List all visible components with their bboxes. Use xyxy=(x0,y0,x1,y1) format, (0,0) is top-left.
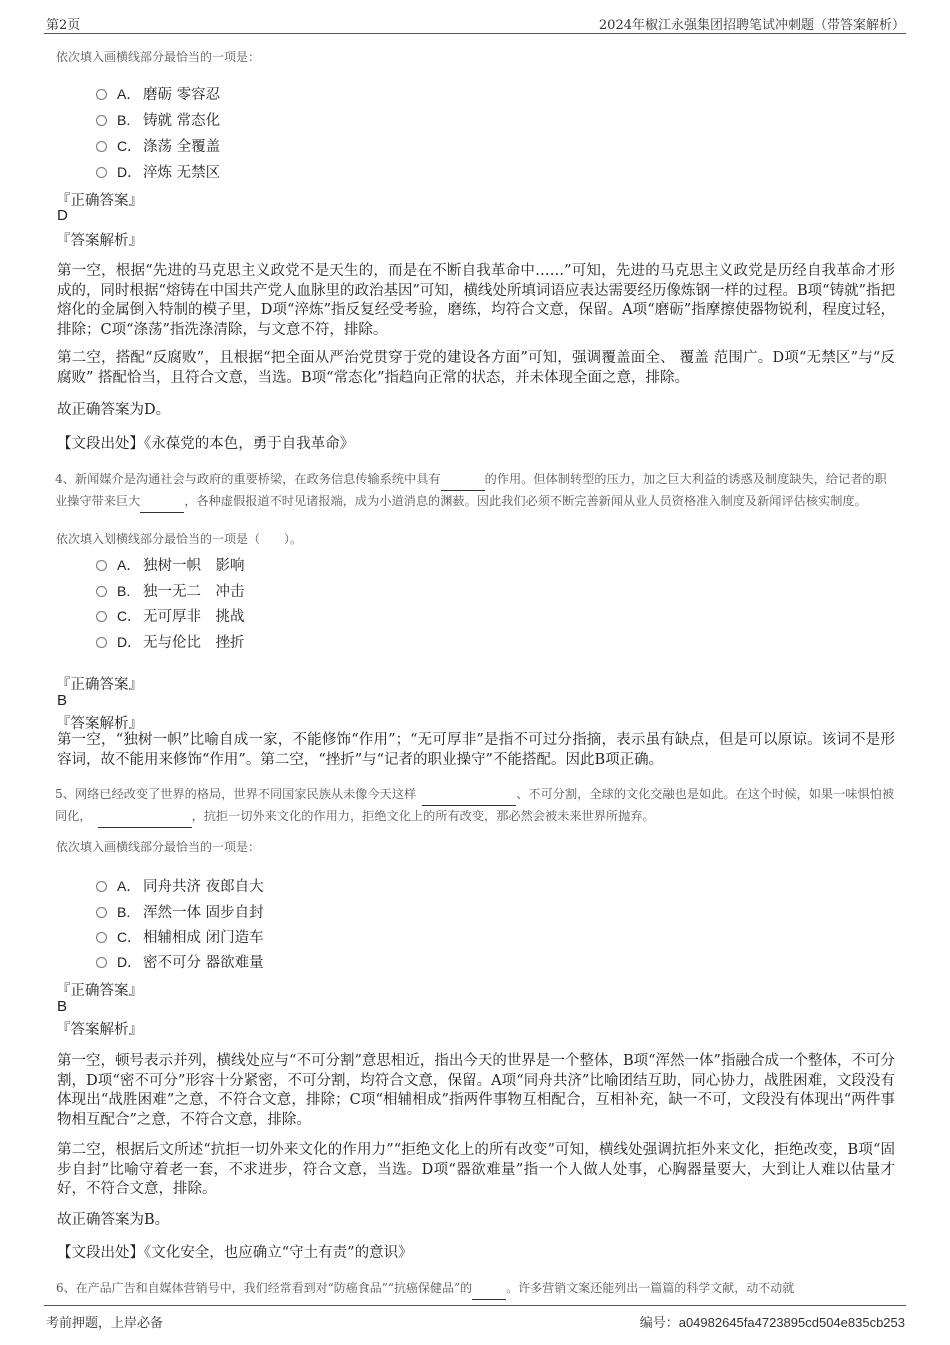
option-text: 磨砺 零容忍 xyxy=(143,87,221,103)
option-text: 独一无二 冲击 xyxy=(143,584,245,600)
q5-blank-2 xyxy=(98,806,192,828)
q5-option-a[interactable] xyxy=(96,875,264,896)
option-text: 无可厚非 挑战 xyxy=(143,609,245,625)
q5-blank-1 xyxy=(422,784,516,806)
q6-blank-1 xyxy=(472,1278,506,1300)
q4-analysis-label: 『答案解析』 xyxy=(56,716,143,732)
q4-option-b[interactable] xyxy=(96,580,245,601)
option-text: 相辅相成 闭门造车 xyxy=(143,930,264,946)
option-text: 浑然一体 固步自封 xyxy=(143,905,264,921)
option-letter: D． xyxy=(117,164,142,180)
q4-option-a[interactable] xyxy=(96,554,245,575)
option-letter: C． xyxy=(117,608,142,624)
q5-text-2: 、不可分割，全球的文化交融也是如此。在这个时候，如果一味惧怕被同化， xyxy=(55,787,895,823)
radio-icon[interactable] xyxy=(96,932,107,943)
q5-source: 【文段出处】《文化安全，也应确立“守土有责”的意识》 xyxy=(57,1245,413,1261)
option-text: 淬炼 无禁区 xyxy=(143,165,221,181)
q4-answer: B xyxy=(57,692,68,709)
option-letter: A． xyxy=(117,557,141,573)
option-letter: D． xyxy=(117,954,142,970)
radio-icon[interactable] xyxy=(96,881,107,892)
option-text: 同舟共济 夜郎自大 xyxy=(143,879,264,895)
q3-option-d[interactable] xyxy=(96,161,220,182)
q4-text-1: 4、新闻媒介是沟通社会与政府的重要桥梁，在政务信息传输系统中具有 xyxy=(55,472,441,486)
q3-prompt: 依次填入画横线部分最恰当的一项是： xyxy=(56,50,261,64)
q3-answer: D xyxy=(57,207,68,224)
q5-text-3: ，抗拒一切外来文化的作用力，拒绝文化上的所有改变，那必然会被未来世界所抛弃。 xyxy=(191,809,655,823)
q6-stem xyxy=(56,1278,794,1300)
document-title: 2024年椒江永强集团招聘笔试冲刺题（带答案解析） xyxy=(598,18,905,33)
footer-rule xyxy=(44,1305,906,1306)
q4-blank-1 xyxy=(441,469,485,491)
q4-text-2: 的作用。但体制转型的压力，加之巨大利益的诱惑及制度缺失，给记者的职业操守带来巨大 xyxy=(55,472,887,508)
radio-icon[interactable] xyxy=(96,115,107,126)
q3-analysis-label: 『答案解析』 xyxy=(56,233,143,249)
q3-analysis-p2: 第二空，搭配“反腐败”，且根据“把全面从严治党贯穿于党的建设各方面”可知，强调覆盖面全、 覆盖 范围广。D项“无禁区”与“反腐败” 搭配恰当，且符合文意，当选。B项“常态化”指趋向正常的状态，并未体现全面之意，排除。 xyxy=(57,350,895,386)
q3-analysis-p1: 第一空，根据“先进的马克思主义政党不是天生的，而是在不断自我革命中……”可知，先进的马克思主义政党是历经自我革命才形成的，同时根据“熔铸在中国共产党人血脉里的政治基因”可知，横线处所填词语应表达需要经历像炼钢一样的过程。B项“铸就”指把熔化的金属倒入特制的模子里，D项“淬炼”指反复经受考验，磨练，均符合文意，保留。A项“磨砺”指摩擦使器物锐利，程度过轻，排除；C项“涤荡”指洗涤清除，与文意不符，排除。 xyxy=(57,263,895,338)
option-letter: C． xyxy=(117,138,142,154)
q5-prompt: 依次填入画横线部分最恰当的一项是： xyxy=(56,840,261,854)
q4-text-3: ，各种虚假报道不时见诸报端，成为小道消息的渊薮。因此我们必须不断完善新闻从业人员资格准入制度及新闻评估核实制度。 xyxy=(184,494,867,508)
option-letter: B. xyxy=(117,904,131,920)
q5-stem xyxy=(55,784,895,828)
q4-answer-label: 『正确答案』 xyxy=(56,677,143,693)
q4-prompt: 依次填入划横线部分最恰当的一项是（ ）。 xyxy=(56,532,303,546)
option-text: 密不可分 器欲难量 xyxy=(143,955,264,971)
q5-text-1: 5、网络已经改变了世界的格局，世界不同国家民族从未像今天这样 xyxy=(55,787,417,801)
code-value: a04982645fa4723895cd504e835cb253 xyxy=(678,1315,905,1330)
q4-analysis: 第一空，“独树一帜”比喻自成一家，不能修饰“作用”；“无可厚非”是指不可过分指摘，表示虽有缺点，但是可以原谅。该词不是形容词，故不能用来修饰“作用”。第二空，“挫折”与“记者的职业操守”不能搭配。因此B项正确。 xyxy=(57,732,895,768)
q3-option-c[interactable] xyxy=(96,135,220,156)
document-code xyxy=(640,1312,905,1331)
q3-answer-label: 『正确答案』 xyxy=(56,193,143,209)
q3-analysis-p3: 故正确答案为D。 xyxy=(57,402,171,418)
option-text: 铸就 常态化 xyxy=(143,113,221,129)
footer-slogan: 考前押题，上岸必备 xyxy=(46,1316,164,1331)
radio-icon[interactable] xyxy=(96,907,107,918)
radio-icon[interactable] xyxy=(96,167,107,178)
option-letter: A． xyxy=(117,86,141,102)
q6-text-1: 6、在产品广告和自媒体营销号中，我们经常看到对“防癌食品”“抗癌保健品”的 xyxy=(56,1281,473,1295)
q5-analysis-label: 『答案解析』 xyxy=(56,1022,143,1038)
radio-icon[interactable] xyxy=(96,560,107,571)
option-letter: D． xyxy=(117,634,142,650)
q4-option-d[interactable] xyxy=(96,631,245,652)
q5-option-c[interactable] xyxy=(96,926,264,947)
q5-answer: B xyxy=(57,998,68,1015)
page-number: 第2页 xyxy=(46,18,81,33)
radio-icon[interactable] xyxy=(96,586,107,597)
option-text: 无与伦比 挫折 xyxy=(143,635,245,651)
q3-option-b[interactable] xyxy=(96,109,220,130)
q6-text-2: 。许多营销文案还能列出一篇篇的科学文献，动不动就 xyxy=(506,1281,795,1295)
header-rule xyxy=(44,33,906,34)
option-letter: B. xyxy=(117,112,131,128)
option-text: 独树一帜 影响 xyxy=(143,558,245,574)
option-letter: A． xyxy=(117,878,141,894)
radio-icon[interactable] xyxy=(96,637,107,648)
option-letter: C． xyxy=(117,929,142,945)
q5-analysis-p1: 第一空，顿号表示并列，横线处应与“不可分割”意思相近，指出今天的世界是一个整体，B项“浑然一体”指融合成一个整体，不可分割，D项“密不可分”形容十分紧密，不可分割，均符合文意，保留。A项“同舟共济”比喻团结互助，同心协力，战胜困难，文段没有体现出“战胜困难”之意，不符合文意，排除；C项“相辅相成”指两件事物互相配合，互相补充，缺一不可，文段没有体现出“两件事物相互配合”之意，不符合文意，排除。 xyxy=(57,1053,895,1128)
q5-analysis-p2: 第二空，根据后文所述“抗拒一切外来文化的作用力”“拒绝文化上的所有改变”可知，横线处强调抗拒外来文化，拒绝改变，B项“固步自封”比喻守着老一套，不求进步，符合文意，当选。D项“器欲难量”指一个人做人处事，心胸器量要大，大到让人难以估量才好，不符合文意，排除。 xyxy=(57,1142,895,1197)
q4-stem xyxy=(55,469,895,513)
radio-icon[interactable] xyxy=(96,611,107,622)
q4-option-c[interactable] xyxy=(96,605,245,626)
option-letter: B. xyxy=(117,583,131,599)
q3-option-a[interactable] xyxy=(96,83,220,104)
q5-analysis-p3: 故正确答案为B。 xyxy=(57,1212,170,1228)
q4-blank-2 xyxy=(140,491,184,513)
q5-option-b[interactable] xyxy=(96,901,264,922)
q3-source: 【文段出处】《永葆党的本色，勇于自我革命》 xyxy=(57,436,355,452)
radio-icon[interactable] xyxy=(96,957,107,968)
q5-option-d[interactable] xyxy=(96,951,264,972)
radio-icon[interactable] xyxy=(96,141,107,152)
radio-icon[interactable] xyxy=(96,89,107,100)
option-text: 涤荡 全覆盖 xyxy=(143,139,221,155)
q5-answer-label: 『正确答案』 xyxy=(56,983,143,999)
code-label: 编号： xyxy=(639,1316,679,1331)
